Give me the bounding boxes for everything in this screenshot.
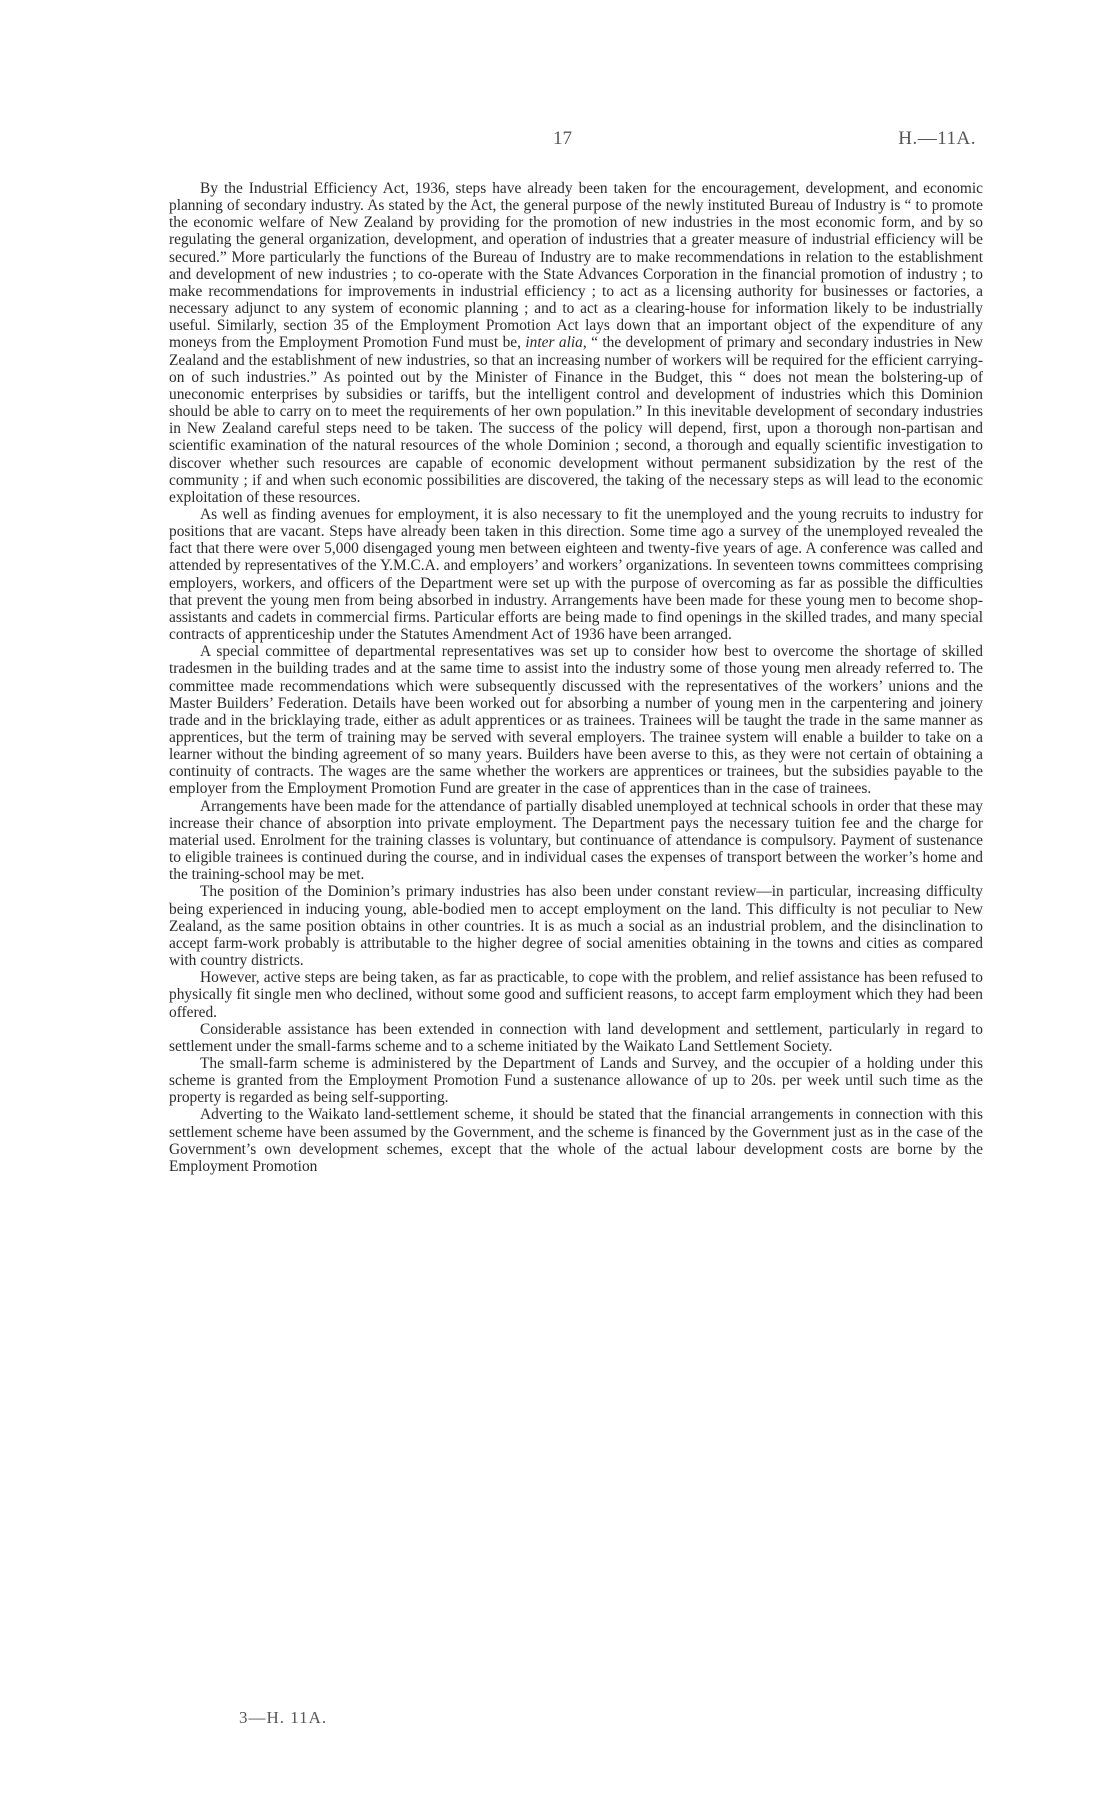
paragraph-waikato-scheme: Adverting to the Waikato land-settlement scheme, it should be stated that the financial arrangements in connection with this settlement scheme have been assumed by the Government, and the scheme is financed by the Government just as in the case of the Government’s own development schemes, except that the whole of the actual labour development costs are borne by the Employment Promotion: [169, 1106, 983, 1175]
body-text: [169, 180, 983, 1175]
latin-phrase: inter alia: [525, 334, 583, 352]
paragraph-industrial-efficiency: By the Industrial Efficiency Act, 1936, steps have already been taken for the encouragement, development, and economic planning of secondary industry. As stated by the Act, the general purpose of the newly instituted Bureau of Industry is “ to promote the economic welfare of New Zealand by providing for the promotion of new industries in the most economic form, and by so regulating the general organization, development, and operation of industries that a greater measure of industrial efficiency will be secured.” More particularly the functions of the Bureau of Industry are to make recommendations in relation to the establishment and development of new industries ; to co-operate with the State Advances Corporation in the financial promotion of industry ; to make recommendations for improvements in industrial efficiency ; to act as a licensing authority for businesses or factories, a necessary adjunct to any system of economic planning ; and to act as a clearing-house for information likely to be industrially useful. Similarly, section 35 of the Employment Promotion Act lays down that an important object of the expenditure of any moneys from the Employment Promotion Fund must be, inter alia, “ the development of primary and secondary industries in New Zealand and the establishment of new industries, so that an increasing number of workers will be required for the efficient carrying-on of such industries.” As pointed out by the Minister of Finance in the Budget, this “ does not mean the bolstering-up of uneconomic enterprises by subsidies or tariffs, but the intelligent control and development of industries which this Dominion should be able to carry on to meet the requirements of her own population.” In this inevitable development of secondary industries in New Zealand careful steps need to be taken. The success of the policy will depend, first, upon a thorough non-partisan and scientific examination of the natural resources of the whole Dominion ; second, a thorough and equally scientific investigation to discover whether such resources are capable of economic development without permanent subsidization by the rest of the community ; if and when such economic possibilities are discovered, the taking of the necessary steps as will lead to the economic exploitation of these resources.: [169, 180, 984, 506]
paragraph-primary-industries: The position of the Dominion’s primary industries has also been under constant review—in particular, increasing difficulty being experienced in inducing young, able-bodied men to accept employment on the land. This difficulty is not peculiar to New Zealand, as the same position obtains in other countries. It is as much a social as an industrial problem, and the disinclination to accept farm-work probably is attributable to the higher degree of social amenities obtaining in the towns and cities as compared with country districts.: [169, 883, 983, 970]
page-number: 17: [553, 128, 572, 149]
paragraph-land-development: Considerable assistance has been extended in connection with land development and settlement, particularly in regard to settlement under the small-farms scheme and to a scheme initiated by the Waikato Land Settlement Society.: [169, 1020, 983, 1055]
paragraph-young-recruits: As well as finding avenues for employment, it is also necessary to fit the unemployed and the young recruits to industry for positions that are vacant. Steps have already been taken in this direction. Some time ago a survey of the unemployed revealed the fact that there were over 5,000 disengaged young men between eighteen and twenty-five years of age. A conference was called and attended by representatives of the Y.M.C.A. and employers’ and workers’ organizations. In seventeen towns committees comprising employers, workers, and officers of the Department were set up with the purpose of overcoming as far as possible the difficulties that prevent the young men from being absorbed in industry. Arrangements have been made for these young men to become shop-assistants and cadets in commercial firms. Particular efforts are being made to find openings in the skilled trades, and many special contracts of apprenticeship under the Statutes Amendment Act of 1936 have been arranged.: [169, 505, 983, 644]
document-reference: H.—11A.: [898, 128, 976, 149]
footer-signature-ref: 3—H. 11A.: [239, 1708, 328, 1727]
paragraph-technical-schools: Arrangements have been made for the attendance of partially disabled unemployed at technical schools in order that these may increase their chance of absorption into private employment. The Department pays the necessary tuition fee and the charge for material used. Enrolment for the training classes is voluntary, but continuance of attendance is compulsory. Payment of sustenance to eligible trainees is continued during the course, and in individual cases the expenses of transport between the worker’s home and the training-school may be met.: [169, 797, 983, 884]
page-header: [0, 128, 1114, 152]
paragraph-small-farm-scheme: The small-farm scheme is administered by the Department of Lands and Survey, and the occupier of a holding under this scheme is granted from the Employment Promotion Fund a sustenance allowance of up to 20s. per week until such time as the property is regarded as being self-supporting.: [169, 1054, 983, 1107]
paragraph-building-trades: A special committee of departmental representatives was set up to consider how best to overcome the shortage of skilled tradesmen in the building trades and at the same time to assist into the industry some of those young men already referred to. The committee made recommendations which were subsequently discussed with the representatives of the workers’ unions and the Master Builders’ Federation. Details have been worked out for absorbing a number of young men in the carpentering and joinery trade and in the bricklaying trade, either as adult apprentices or as trainees. Trainees will be taught the trade in the same manner as apprentices, but the term of training may be served with several employers. The trainee system will enable a builder to take on a learner without the binding agreement of so many years. Builders have been averse to this, as they were not certain of obtaining a continuity of contracts. The wages are the same whether the workers are apprentices or trainees, but the subsidies payable to the employer from the Employment Promotion Fund are greater in the case of apprentices than in the case of trainees.: [169, 643, 983, 798]
paragraph-relief-assistance: However, active steps are being taken, as far as practicable, to cope with the problem, and relief assistance has been refused to physically fit single men who declined, without some good and sufficient reasons, to accept farm employment which they had been offered.: [169, 969, 983, 1021]
